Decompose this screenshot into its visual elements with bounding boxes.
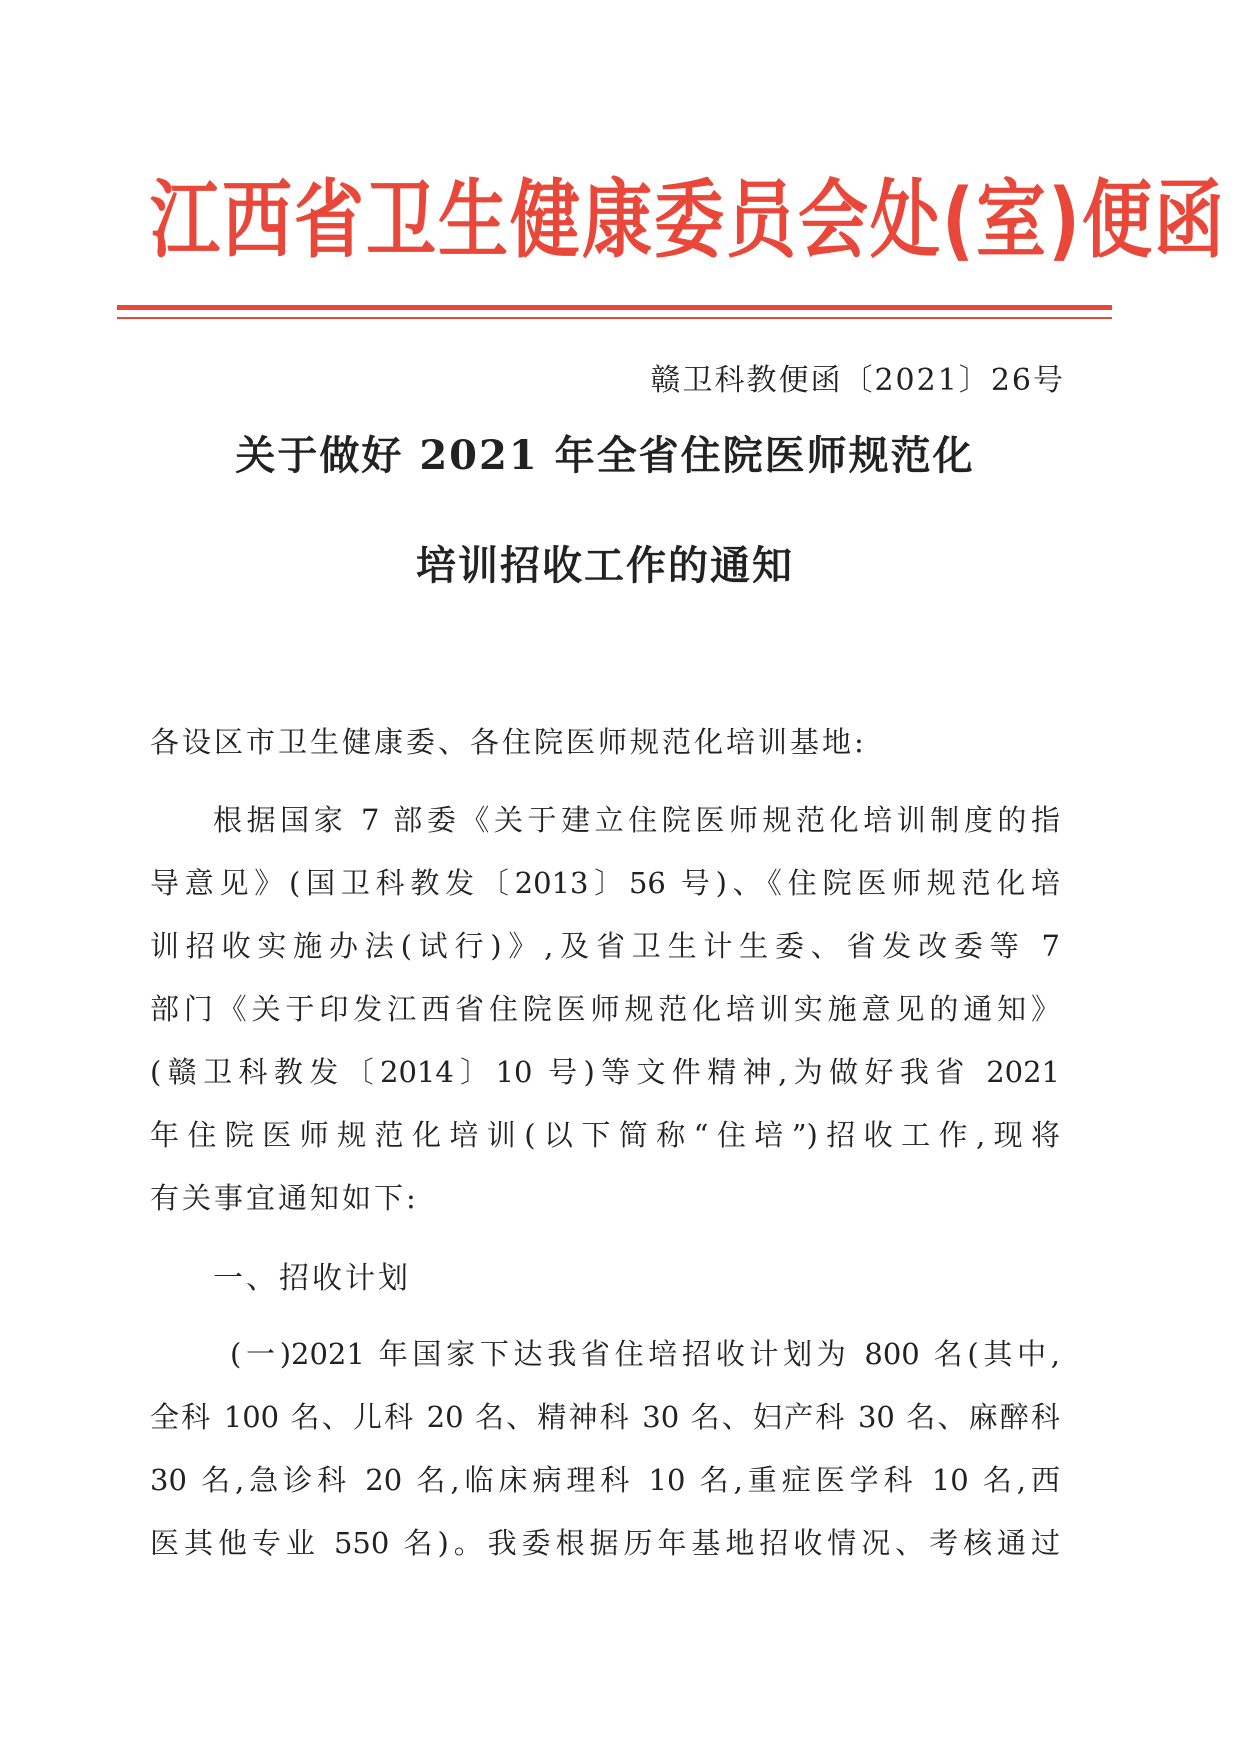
paragraph-1-line-6: 年住院医师规范化培训(以下简称“住培”)招收工作,现将 bbox=[150, 1118, 1060, 1152]
section-1-heading: 一、招收计划 bbox=[213, 1261, 411, 1296]
paragraph-1-line-1: 根据国家 7 部委《关于建立住院医师规范化培训制度的指 bbox=[213, 803, 1060, 837]
paragraph-2-line-3: 30 名,急诊科 20 名,临床病理科 10 名,重症医学科 10 名,西 bbox=[150, 1463, 1060, 1497]
paragraph-1-line-2: 导意见》(国卫科教发〔2013〕56 号)、《住院医师规范化培 bbox=[150, 866, 1060, 900]
document-title-line-2: 培训招收工作的通知 bbox=[416, 542, 794, 589]
paragraph-2-line-4: 医其他专业 550 名)。我委根据历年基地招收情况、考核通过 bbox=[150, 1526, 1060, 1560]
document-number: 赣卫科教便函〔2021〕26号 bbox=[650, 363, 1065, 398]
paragraph-1-line-7: 有关事宜通知如下: bbox=[150, 1181, 419, 1215]
letterhead-title: 江西省卫生健康委员会处(室)便函 bbox=[150, 169, 1226, 271]
paragraph-2-line-2: 全科 100 名、儿科 20 名、精神科 30 名、妇产科 30 名、麻醉科 bbox=[150, 1400, 1060, 1434]
letterhead-rule-thick bbox=[117, 305, 1112, 310]
paragraph-1-line-4: 部门《关于印发江西省住院医师规范化培训实施意见的通知》 bbox=[150, 992, 1060, 1026]
letterhead-rule-thin bbox=[117, 317, 1112, 319]
document-title-line-1: 关于做好 2021 年全省住院医师规范化 bbox=[235, 432, 975, 479]
paragraph-2-line-1: (一)2021 年国家下达我省住培招收计划为 800 名(其中, bbox=[230, 1337, 1060, 1371]
paragraph-1-line-3: 训招收实施办法(试行)》,及省卫生计生委、省发改委等 7 bbox=[150, 929, 1060, 963]
salutation: 各设区市卫生健康委、各住院医师规范化培训基地: bbox=[150, 725, 867, 759]
paragraph-1-line-5: (赣卫科教发〔2014〕10 号)等文件精神,为做好我省 2021 bbox=[150, 1055, 1060, 1089]
